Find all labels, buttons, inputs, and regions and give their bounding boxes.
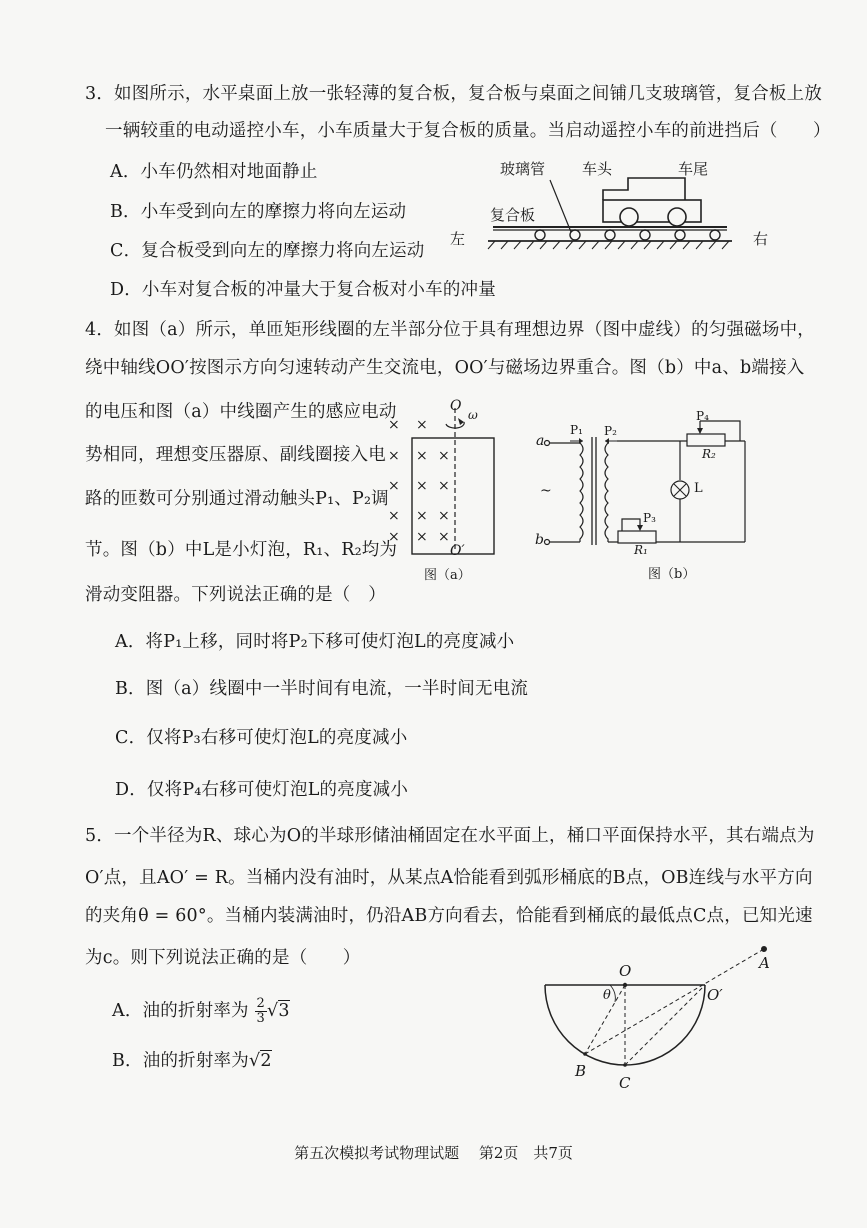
transformer-circuit [530, 415, 780, 585]
magnetic-field-cross: × [416, 508, 428, 524]
caption-figure-a: 图（a） [424, 568, 471, 583]
page-footer: 第五次模拟考试物理试题 第2页 共7页 [294, 1144, 573, 1162]
label-A: A [759, 954, 770, 972]
q4-stem-line4: 势相同，理想变压器原、副线圈接入电 [85, 445, 386, 465]
fraction-denominator: 3 [256, 1011, 265, 1026]
label-omega: ω [468, 408, 478, 422]
fraction [255, 997, 267, 1026]
magnetic-field-cross: × [438, 508, 450, 524]
label-R1: R₁ [634, 543, 648, 557]
magnetic-field-cross: × [388, 508, 400, 524]
magnetic-field-cross: × [416, 417, 428, 433]
magnetic-field-cross: × [438, 448, 450, 464]
label-O-prime: O′ [707, 986, 723, 1004]
label-right: 右 [753, 230, 769, 248]
label-O: O [450, 398, 462, 414]
fraction-numerator: 2 [256, 996, 265, 1011]
label-left: 左 [450, 230, 466, 248]
label-P2: P₂ [604, 424, 617, 438]
sqrt-symbol: √ [267, 1001, 279, 1021]
magnetic-field-cross: × [388, 417, 400, 433]
hemisphere-diagram [535, 940, 785, 1100]
q3-stem-line1: 3．如图所示，水平桌面上放一张轻薄的复合板，复合板与桌面之间铺几支玻璃管，复合板上放 [85, 84, 823, 104]
label-O: O [619, 962, 632, 980]
q5-stem-line2: O′点，且AO′ = R。当桶内没有油时，从某点A恰能看到弧形桶底的B点，OB连线与水平方向 [85, 868, 813, 888]
q4-figure-a [380, 398, 520, 588]
q5-option-b [112, 1049, 272, 1073]
q5-option-a [112, 997, 290, 1026]
label-R2: R₂ [702, 447, 716, 461]
q4-stem-line1: 4．如图（a）所示，单匝矩形线圈的左半部分位于具有理想边界（图中虚线）的匀强磁场中， [85, 320, 815, 340]
label-C: C [619, 1074, 631, 1092]
label-B: B [575, 1062, 587, 1080]
q3-option-a: A．小车仍然相对地面静止 [110, 162, 318, 182]
magnetic-field-cross: × [388, 448, 400, 464]
q3-option-b: B．小车受到向左的摩擦力将向左运动 [110, 202, 407, 222]
q3-option-c: C．复合板受到向左的摩擦力将向左运动 [110, 241, 425, 261]
q4-option-b: B．图（a）线圈中一半时间有电流，一半时间无电流 [115, 679, 529, 699]
magnetic-field-cross: × [388, 529, 400, 545]
label-theta: θ [603, 988, 611, 1003]
q5-stem-line3: 的夹角θ = 60°。当桶内装满油时，仍沿AB方向看去，恰能看到桶底的最低点C点，已知光速 [85, 906, 813, 926]
label-car-head: 车头 [582, 160, 613, 178]
q4-stem-line5: 路的匝数可分别通过滑动触头P₁、P₂调 [85, 489, 389, 509]
ac-symbol: ~ [540, 483, 552, 499]
q3-stem-line2: 一辆较重的电动遥控小车，小车质量大于复合板的质量。当启动遥控小车的前进挡后（ ） [105, 121, 831, 141]
q3-car-figure [440, 150, 780, 270]
q5-option-b-text: B．油的折射率为 [112, 1051, 249, 1071]
q4-stem-line6: 节。图（b）中L是小灯泡，R₁、R₂均为 [85, 540, 398, 560]
label-glass-tube: 玻璃管 [500, 160, 546, 178]
q4-option-a: A．将P₁上移，同时将P₂下移可使灯泡L的亮度减小 [115, 632, 515, 652]
terminal-b: b [535, 532, 544, 548]
q5-option-a-text: A．油的折射率为 [112, 1001, 249, 1021]
q4-stem-line7: 滑动变阻器。下列说法正确的是（ ） [85, 585, 386, 605]
label-P1: P₁ [570, 423, 583, 437]
label-P4: P₄ [696, 409, 709, 423]
q5-stem-line4: 为c。则下列说法正确的是（ ） [85, 948, 361, 968]
coil-diagram [380, 398, 520, 588]
label-lamp-L: L [694, 481, 703, 496]
terminal-a: a [536, 433, 545, 449]
label-board: 复合板 [490, 206, 536, 224]
magnetic-field-cross: × [438, 478, 450, 494]
q4-figure-b [530, 409, 780, 585]
q4-stem-line3: 的电压和图（a）中线圈产生的感应电动 [85, 402, 397, 422]
magnetic-field-cross: × [416, 529, 428, 545]
magnetic-field-cross: × [416, 448, 428, 464]
caption-figure-b: 图（b） [648, 567, 696, 582]
q4-stem-line2: 绕中轴线OO′按图示方向匀速转动产生交流电，OO′与磁场边界重合。图（b）中a、b端接入 [85, 358, 805, 378]
magnetic-field-cross: × [388, 478, 400, 494]
label-P3: P₃ [643, 511, 656, 525]
q3-option-d: D．小车对复合板的冲量大于复合板对小车的冲量 [110, 280, 496, 300]
sqrt-symbol: √ [248, 1051, 261, 1071]
magnetic-field-cross: × [416, 478, 428, 494]
sqrt-radicand: 3 [278, 1001, 290, 1021]
label-O-prime: O′ [450, 543, 465, 559]
q5-stem-line1: 5．一个半径为R、球心为O的半球形储油桶固定在水平面上，桶口平面保持水平，其右端点为 [85, 826, 815, 846]
sqrt-radicand: 2 [260, 1051, 272, 1071]
label-car-tail: 车尾 [678, 160, 709, 178]
q5-hemisphere-figure [535, 940, 785, 1100]
magnetic-field-cross: × [438, 529, 450, 545]
q4-option-d: D．仅将P₄右移可使灯泡L的亮度减小 [115, 780, 409, 800]
q4-option-c: C．仅将P₃右移可使灯泡L的亮度减小 [115, 728, 408, 748]
